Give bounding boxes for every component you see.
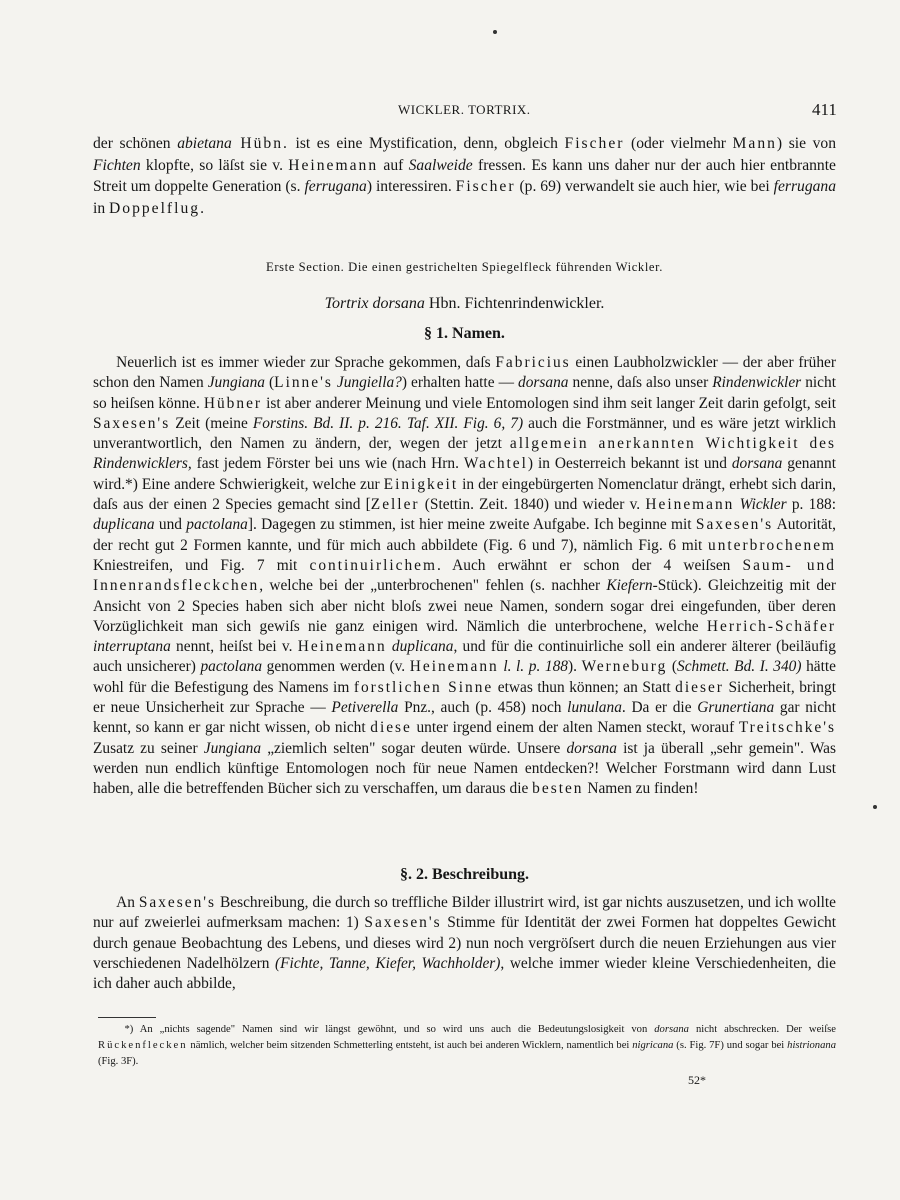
heading-description: §. 2. Beschreibung. [399,866,530,883]
section-title: Erste Section. Die einen gestrichelten Spiegelfleck führenden Wickler. [266,260,663,274]
page-number: 411 [812,100,837,119]
speck-mark [493,30,497,34]
footnote-rule [98,1017,156,1018]
names-paragraph: Neuerlich ist es immer wieder zur Sprache gekommen, daſs Fabricius einen Laubholzwickler — der aber früher schon den Namen Jungiana (Linne's Jungiella?) erhalten hatte — dorsana nenne, daſs also unser Rindenwickler nicht so heiſsen könne. Hübner ist aber anderer Meinung und viele Entomologen sind ihm seit langer Zeit darin gefolgt, seit Saxesen's Zeit (meine Forstins. Bd. II. p. 216. Taf. XII. Fig. 6, 7) auch die Forstmänner, und es wäre jetzt wirklich unverantwortlich, den Namen zu ändern, der, wegen der jetzt allgemein anerkannten Wichtigkeit des Rindenwicklers, fast jedem Förster bei uns wie (nach Hrn. Wachtel) in Oesterreich bekannt ist und dorsana genannt wird.*) Eine andere Schwierigkeit, welche zur Einigkeit in der eingebürgerten Nomenclatur drängt, erhebt sich darin, daſs aus der einen 2 Species gemacht sind [Zeller (Stettin. Zeit. 1840) und wieder v. Heinemann Wickler p. 188: duplicana und pactolana]. Dagegen zu stimmen, ist hier meine zweite Aufgabe. Ich beginne mit Saxesen's Autorität, der recht gut 2 Formen kannte, und für mich auch abbildete (Fig. 6 und 7), nämlich Fig. 6 mit unterbrochenem Kniestreifen, und Fig. 7 mit continuirlichem. Auch erwähnt er schon der 4 weiſsen Saum- und Innenrandsfleckchen, welche bei der „unterbrochenen" fehlen (s. nachher Kiefern-Stück). Gleichzeitig mit der Ansicht von 2 Species haben sich aber nicht bloſs zwei neue Namen, sondern sogar drei eingefunden, über deren Vorzüglichkeit man sich gewiſs nie ganz einigen wird. Nämlich die unterbrochene, welche Herrich-Schäfer interruptana nennt, heiſst bei v. Heinemann duplicana, und für die continuirliche soll ein anderer älterer (beiläufig auch unsicherer) pactolana genommen werden (v. Heinemann l. l. p. 188). Werneburg (Schmett. Bd. I. 340) hätte wohl für die Befestigung des Namens im forstlichen Sinne etwas thun können; an Statt dieser Sicherheit, bringt er neue Unsicherheit zur Sprache — Petiverella Pnz., auch (p. 458) noch lunulana. Da er die Grunertiana gar nicht kennt, so kann er gar nicht wissen, ob nicht diese unter irgend einem der alten Namen steckt, worauf Treitschke's Zusatz zu seiner Jungiana „ziemlich selten" sogar deuten würde. Unsere dorsana ist ja überall „sehr gemein". Was werden nun endlich künftige Entomologen noch für neue Namen entdecken?! Welcher Forstmann wird dann Lust haben, alle die betreffenden Bücher sich zu verschaffen, um daraus die besten Namen zu finden! [93,354,837,798]
intro-paragraph: der schönen abietana Hübn. ist es eine Mystification, denn, obgleich Fischer (oder vielmehr Mann) sie von Fichten klopfte, so läſst sie v. Heinemann auf Saalweide fressen. Es kann uns daher nur der auch hier entbrannte Streit um doppelte Generation (s. ferrugana) interessiren. Fischer (p. 69) verwandelt sie auch hier, wie bei ferrugana in Doppelflug. [93,135,836,217]
speck-mark [873,805,877,809]
running-header-title: WICKLER. TORTRIX. [398,102,531,117]
description-paragraph: An Saxesen's Beschreibung, die durch so treffliche Bilder illustrirt wird, ist gar nichts auszusetzen, und ich wollte nur auf zweierlei aufmerksam machen: 1) Saxesen's Stimme für Identität der zwei Formen hat doppeltes Gewicht durch genaue Beobachtung des Lebens, und dieses wird 2) nun noch vergröſsert durch die neuen Erziehungen aus vier verschiedenen Nadelhölzern (Fichte, Tanne, Kiefer, Wachholder), welche immer wieder kleine Verschiedenheiten, die ich daher auch abbilde, [93,894,836,993]
species-title: Tortrix dorsana Hbn. Fichtenrindenwickler. [324,295,605,312]
heading-names: § 1. Namen. [424,325,505,342]
signature-mark: 52* [688,1073,706,1087]
footnote: *) An „nichts sagende" Namen sind wir längst gewöhnt, und so wird uns auch die Bedeutungslosigkeit von dorsana nicht abschrecken. Der weiſse Rückenflecken nämlich, welcher beim sitzenden Schmetterling entsteht, ist auch bei anderen Wicklern, namentlich bei nigricana (s. Fig. 7F) und sogar bei histrionana (Fig. 3F). [98,1024,836,1067]
